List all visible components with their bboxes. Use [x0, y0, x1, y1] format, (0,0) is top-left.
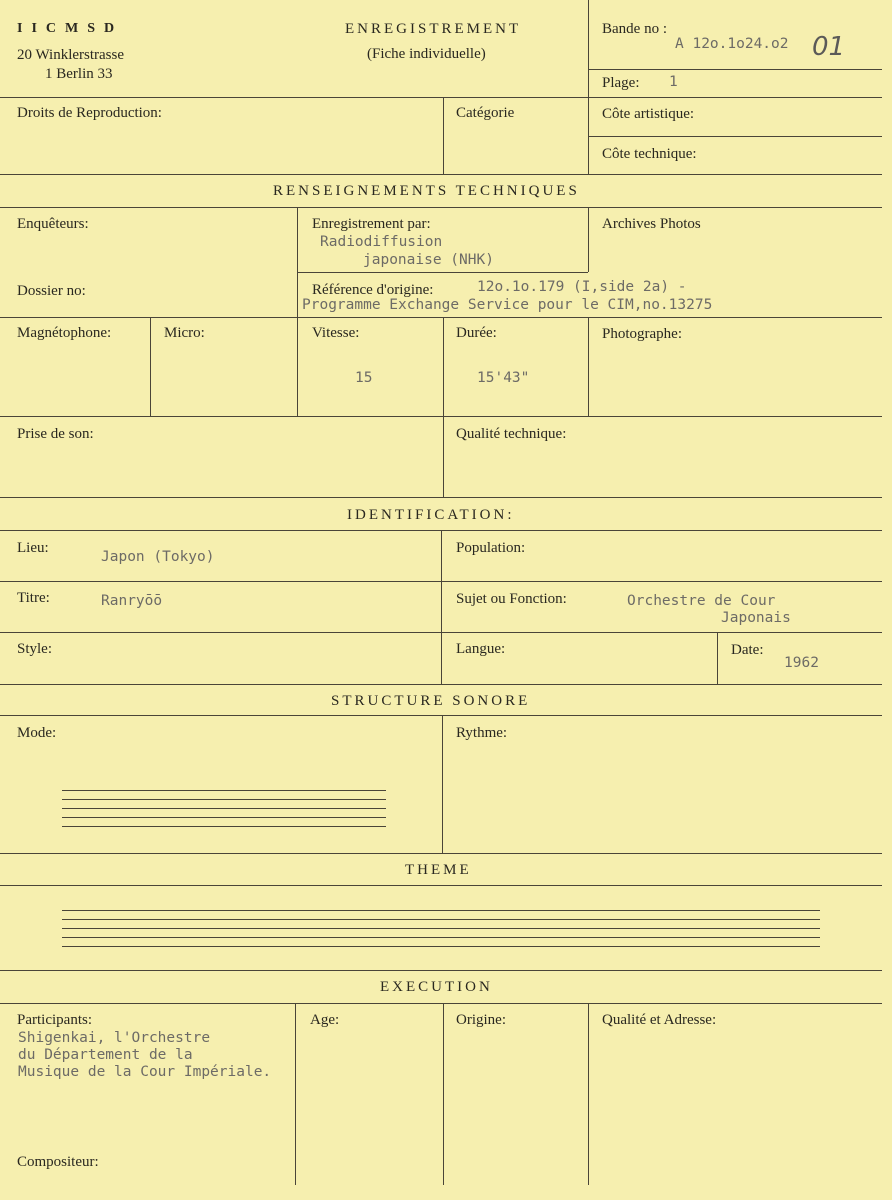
enqueteurs-label: Enquêteurs: — [17, 216, 89, 232]
enregistrement-label: Enregistrement par: — [312, 216, 431, 232]
date-label: Date: — [731, 642, 764, 658]
rule — [0, 970, 882, 971]
rule — [588, 207, 589, 272]
sujet-value-line2: Japonais — [721, 610, 791, 626]
section-title-identification: IDENTIFICATION: — [347, 507, 515, 523]
population-label: Population: — [456, 540, 526, 556]
section-title-execution: EXECUTION — [380, 979, 493, 995]
rule — [588, 69, 882, 70]
rule — [0, 885, 882, 886]
style-label: Style: — [17, 641, 53, 657]
enregistrement-value-line1: Radiodiffusion — [320, 234, 443, 250]
rule — [297, 207, 298, 416]
age-label: Age: — [310, 1012, 340, 1028]
section-title-technique: RENSEIGNEMENTS TECHNIQUES — [273, 183, 580, 199]
rule — [0, 207, 882, 208]
duree-label: Durée: — [456, 325, 497, 341]
droits-label: Droits de Reproduction: — [17, 105, 162, 121]
participants-value-line2: du Département de la — [18, 1047, 193, 1063]
titre-value: Ranryōō — [101, 593, 163, 609]
qualite-adresse-label: Qualité et Adresse: — [602, 1012, 717, 1028]
org-address-line2: 1 Berlin 33 — [45, 66, 113, 82]
archives-photos-label: Archives Photos — [602, 216, 701, 232]
rule — [443, 317, 444, 497]
form-title: ENREGISTREMENT — [345, 21, 522, 37]
mode-label: Mode: — [17, 725, 57, 741]
rule — [588, 1003, 589, 1185]
rule — [0, 497, 882, 498]
section-title-theme: THEME — [405, 862, 472, 878]
bande-label: Bande no : — [602, 21, 667, 37]
org-logo: IICMSD — [17, 21, 124, 36]
rule — [588, 317, 589, 416]
participants-value-line1: Shigenkai, l'Orchestre — [18, 1030, 211, 1046]
langue-label: Langue: — [456, 641, 506, 657]
sujet-label: Sujet ou Fonction: — [456, 591, 567, 607]
categorie-label: Catégorie — [456, 105, 515, 121]
rule — [588, 136, 882, 137]
duree-value: 15'43" — [477, 370, 530, 386]
compositeur-label: Compositeur: — [17, 1154, 99, 1170]
reference-value-line2: Programme Exchange Service pour le CIM,no.13275 — [302, 297, 713, 313]
dossier-label: Dossier no: — [17, 283, 86, 299]
org-address-line1: 20 Winklerstrasse — [17, 47, 125, 63]
rule — [0, 174, 882, 175]
plage-label: Plage: — [602, 75, 640, 91]
enregistrement-value-line2: japonaise (NHK) — [363, 252, 494, 268]
reference-value-line1: 12o.1o.179 (I,side 2a) - — [477, 279, 687, 295]
rule — [0, 416, 882, 417]
magnetophone-label: Magnétophone: — [17, 325, 112, 341]
rule — [443, 97, 444, 174]
rule — [0, 715, 882, 716]
lieu-value: Japon (Tokyo) — [101, 549, 215, 565]
cote-artistique-label: Côte artistique: — [602, 106, 695, 122]
rule — [0, 684, 882, 685]
vitesse-label: Vitesse: — [312, 325, 360, 341]
rule — [0, 97, 882, 98]
rule — [442, 715, 443, 853]
bande-handwritten-mark: 01 — [812, 32, 846, 62]
rule — [150, 317, 151, 416]
sujet-value-line1: Orchestre de Cour — [627, 593, 776, 609]
rule — [588, 0, 589, 174]
micro-label: Micro: — [164, 325, 205, 341]
qualite-technique-label: Qualité technique: — [456, 426, 567, 442]
cote-technique-label: Côte technique: — [602, 146, 697, 162]
date-value: 1962 — [784, 655, 819, 671]
rule — [0, 1003, 882, 1004]
form-subtitle: (Fiche individuelle) — [367, 46, 486, 62]
rule — [0, 317, 882, 318]
vitesse-value: 15 — [355, 370, 373, 386]
origine-label: Origine: — [456, 1012, 506, 1028]
rythme-label: Rythme: — [456, 725, 508, 741]
rule — [0, 853, 882, 854]
participants-value-line3: Musique de la Cour Impériale. — [18, 1064, 272, 1080]
rule — [295, 1003, 296, 1185]
bande-value: A 12o.1o24.o2 — [675, 36, 789, 52]
lieu-label: Lieu: — [17, 540, 49, 556]
plage-value: 1 — [669, 74, 678, 90]
rule — [441, 530, 442, 684]
rule — [717, 632, 718, 684]
rule — [297, 272, 588, 273]
prise-de-son-label: Prise de son: — [17, 426, 94, 442]
titre-label: Titre: — [17, 590, 50, 606]
section-title-structure: STRUCTURE SONORE — [331, 693, 531, 709]
reference-label: Référence d'origine: — [312, 282, 434, 298]
photographe-label: Photographe: — [602, 326, 682, 342]
participants-label: Participants: — [17, 1012, 92, 1028]
rule — [443, 1003, 444, 1185]
